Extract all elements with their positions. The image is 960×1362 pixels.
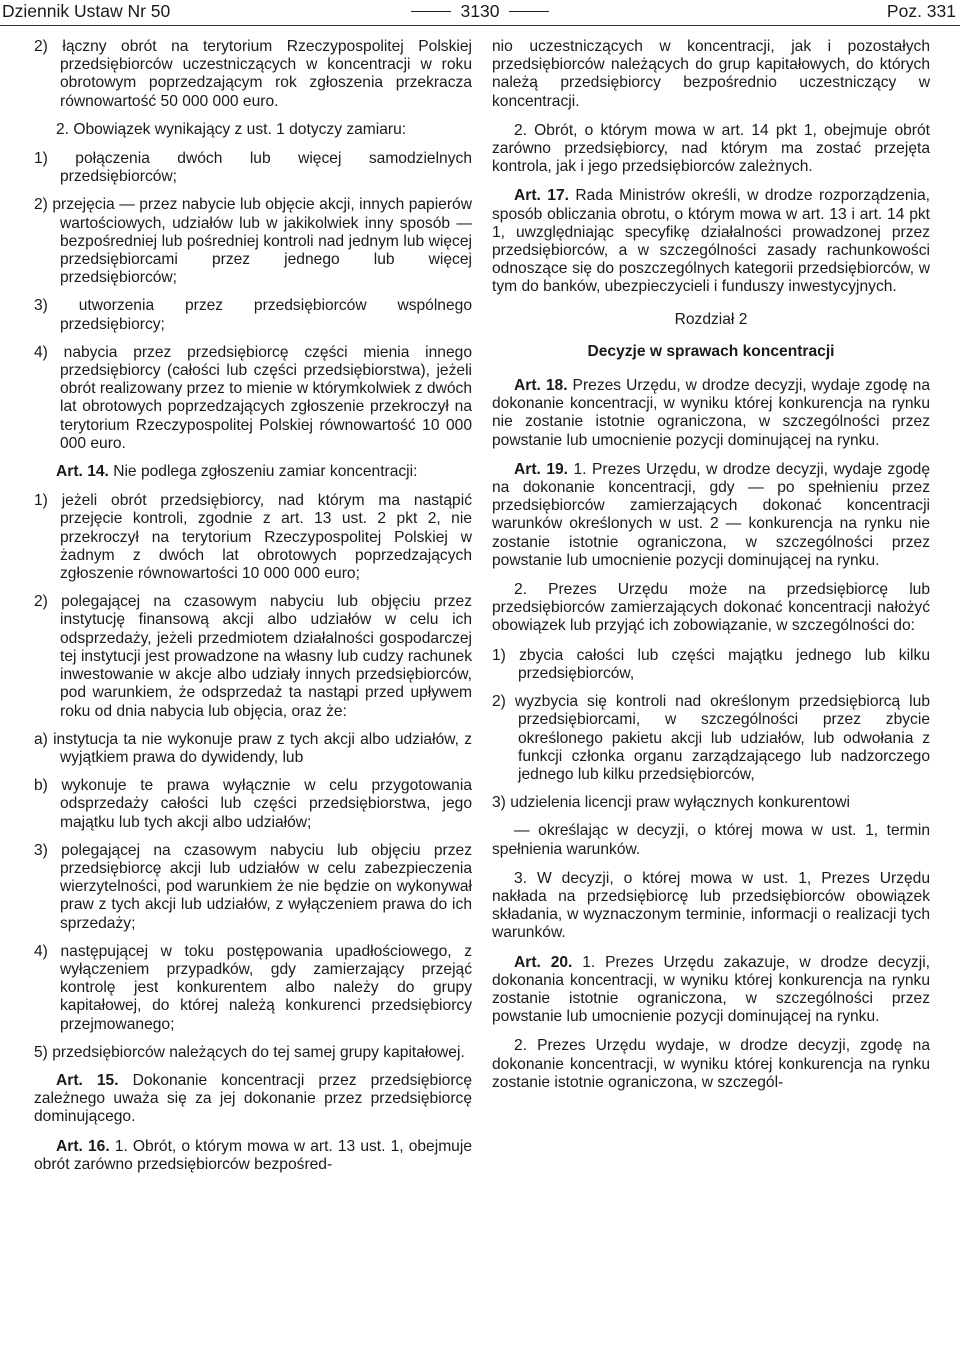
list-item: 1) jeżeli obrót przedsiębiorcy, nad którym ma nastąpić przejęcie kontroli, zgodnie z art. 13 ust. 2 pkt 2, nie przekroczył na terytorium Rzeczypospolitej Polskiej w żadnym z dwóch lat obrotowych poprzedzających zgłoszenie równowartości 10 000 000 euro; — [34, 492, 472, 583]
article-label: Art. 16. — [56, 1137, 110, 1155]
article-label: Art. 15. — [56, 1071, 119, 1089]
article-text: 1. Obrót, o którym mowa w art. 13 ust. 1, obejmuje obrót zarówno przedsiębiorców bezpośred- — [34, 1137, 472, 1173]
chapter-title: Decyzje w sprawach koncentracji — [587, 342, 835, 360]
right-column — [492, 38, 930, 1103]
paragraph: 3. W decyzji, o której mowa w ust. 1, Prezes Urzędu nakłada na przedsiębiorcę lub przedsiębiorców obowiązek składania, w wyznaczonym terminie, informacji o realizacji tych warunków. — [492, 869, 930, 942]
article-text: Dokonanie koncentracji przez przedsiębiorcę zależnego uważa się za jej dokonanie przez przedsiębiorcę dominującego. — [34, 1071, 472, 1126]
article — [492, 187, 930, 296]
article — [492, 954, 930, 1027]
article — [34, 1072, 472, 1127]
list-item: 3) udzielenia licencji praw wyłącznych konkurentowi — [492, 794, 850, 812]
article-label: Art. 17. — [514, 187, 569, 205]
list-item: 3) polegającej na czasowym nabyciu lub objęciu przez przedsiębiorcę akcji lub udziałów w celu zabezpieczenia wierzytelności, pod warunkiem że nie będzie on wykonywał praw z tych akcji lub udziałów, z wyłączeniem prawa do ich sprzedaży; — [34, 841, 472, 932]
list-item: 2) łączny obrót na terytorium Rzeczypospolitej Polskiej przedsiębiorców uczestniczących w koncentracji w roku obrotowym poprzedzającym rok zgłoszenia przekracza równowartość 50 000 000 euro. — [34, 38, 472, 110]
article-text: Rada Ministrów określi, w drodze rozporządzenia, sposób obliczania obrotu, o którym mowa w art. 13 i art. 14 pkt 1, uwzględniając specyfikę działalności prowadzonej przez przedsiębiorców, a w szczególności zasady rachunkowości odnoszące się do poszczególnych kategorii przedsiębiorców, w tym do banków, ubezpieczycieli i funduszy inwestycyjnych. — [492, 187, 930, 296]
article — [492, 461, 930, 570]
article-text: 1. Prezes Urzędu zakazuje, w drodze decyzji, dokonania koncentracji, w wyniku której konkurencja na rynku zostanie istotnie ograniczona, w szczególności przez powstanie lub umocnienie pozycji dominującej na rynku. — [492, 953, 930, 1026]
list-item: 5) przedsiębiorców należących do tej samej grupy kapitałowej. — [34, 1043, 465, 1061]
list-item: 2) przejęcia — przez nabycie lub objęcie akcji, innych papierów wartościowych, udziałów lub w jakikolwiek inny sposób — bezpośredniej lub pośredniej kontroli nad jednym lub więcej przedsiębiorcami przez jednego lub więcej przedsiębiorców; — [34, 196, 472, 287]
paragraph: 2. Obrót, o którym mowa w art. 14 pkt 1, obejmuje obrót zarówno przedsiębiorcy, nad którym ma zostać przejęta kontrola, jak i jego przedsiębiorców zależnych. — [492, 121, 930, 176]
paragraph: nio uczestniczących w koncentracji, jak i pozostałych przedsiębiorców należących do grup kapitałowych, do których należą przedsiębiorcy bezpośrednio uczestniczący w koncentracji. — [492, 38, 930, 110]
list-item: 2) wyzbycia się kontroli nad określonym przedsiębiorcą lub przedsiębiorcami, w szczególności przez zbycie określonego pakietu akcji lub udziałów, lub odwołania z funkcji członka organu zarządzającego lub nadzorczego jednego lub kilku przedsiębiorców, — [492, 693, 930, 783]
list-item: a) instytucja ta nie wykonuje praw z tych akcji albo udziałów, z wyjątkiem prawa do dywidendy, lub — [34, 730, 472, 766]
journal-title: Dziennik Ustaw Nr 50 — [2, 1, 171, 21]
list-item: 1) zbycia całości lub części majątku jednego lub kilku przedsiębiorców, — [492, 646, 930, 682]
article-label: Art. 14. — [56, 463, 109, 481]
list-item: 2) polegającej na czasowym nabyciu lub objęciu przez instytucję finansową akcji albo udziałów w celu ich odsprzedaży, jeżeli przedmiotem działalności gospodarczej tej instytucji jest prowadzone na własny lub cudzy rachunek inwestowanie w akcje albo udziały innych przedsiębiorców, pod warunkiem, że odsprzedaż ta nastąpi przed upływem roku od dnia nabycia lub objęcia, oraz że: — [34, 593, 472, 720]
paragraph: — określając w decyzji, o której mowa w ust. 1, termin spełnienia warunków. — [492, 822, 930, 858]
dash-right — [509, 11, 549, 12]
list-item: 4) nabycia przez przedsiębiorcę części mienia innego przedsiębiorcy (całości lub części przedsiębiorstwa), jeżeli obrót realizowany przez to mienie w którymkolwiek z dwóch lat obrotowych poprzedzających zgłoszenie przekroczył na terytorium Rzeczypospolitej Polskiej równowartość 10 000 000 euro. — [34, 343, 472, 452]
dash-left — [411, 11, 451, 12]
list-item: 1) połączenia dwóch lub więcej samodzielnych przedsiębiorców; — [34, 150, 472, 186]
paragraph: 2. Prezes Urzędu wydaje, w drodze decyzji, zgodę na dokonanie koncentracji, w wyniku której konkurencja na rynku zostanie istotnie ograniczona, w szczegól- — [492, 1037, 930, 1091]
article-label: Art. 19. — [514, 460, 569, 478]
list-item: b) wykonuje te prawa wyłącznie w celu przygotowania odsprzedaży całości lub części przedsiębiorstwa, jego majątku lub tych akcji albo udziałów; — [34, 777, 472, 831]
article — [492, 377, 930, 450]
article — [34, 463, 472, 481]
page-header — [0, 0, 960, 24]
article-text: 1. Prezes Urzędu, w drodze decyzji, wydaje zgodę na dokonanie koncentracji, gdy — po spełnieniu przez przedsiębiorców zamierzających dokonać koncentracji warunków określonych w ust. 2 — konkurencja na rynku nie zostanie istotnie ograniczona, w szczególności przez powstanie lub umocnienie pozycji dominującej na rynku. — [492, 460, 931, 569]
article-label: Art. 18. — [514, 377, 568, 395]
list-item: 3) utworzenia przez przedsiębiorców wspólnego przedsiębiorcy; — [34, 297, 472, 333]
article-text: Nie podlega zgłoszeniu zamiar koncentracji: — [108, 463, 418, 481]
paragraph: 2. Obowiązek wynikający z ust. 1 dotyczy zamiaru: — [56, 120, 407, 138]
article-label: Art. 20. — [514, 953, 573, 971]
chapter-heading: Rozdział 2 — [674, 310, 748, 328]
position-number: Poz. 331 — [886, 1, 956, 21]
list-item: 4) następującej w toku postępowania upadłościowego, z wyłączeniem przypadków, gdy zamierzający przejąć kontrolę jest konkurentem albo należy do grupy kapitałowej, do której należą konkurenci przedsiębiorcy przejmowanego; — [34, 942, 472, 1033]
article — [34, 1138, 472, 1174]
page-number-wrap — [0, 0, 960, 22]
left-column — [34, 38, 472, 1185]
page-number: 3130 — [460, 1, 500, 21]
paragraph: 2. Prezes Urzędu może na przedsiębiorcę lub przedsiębiorców zamierzających dokonać koncentracji nałożyć obowiązek lub przyjąć ich zobowiązanie, w szczególności do: — [492, 581, 930, 635]
header-rule — [0, 25, 960, 26]
article-text: Prezes Urzędu, w drodze decyzji, wydaje zgodę na dokonanie koncentracji, w wyniku której konkurencja na rynku nie zostanie istotnie ograniczona, w szczególności przez powstanie lub umocnienie pozycji dominującej na rynku. — [492, 377, 930, 449]
